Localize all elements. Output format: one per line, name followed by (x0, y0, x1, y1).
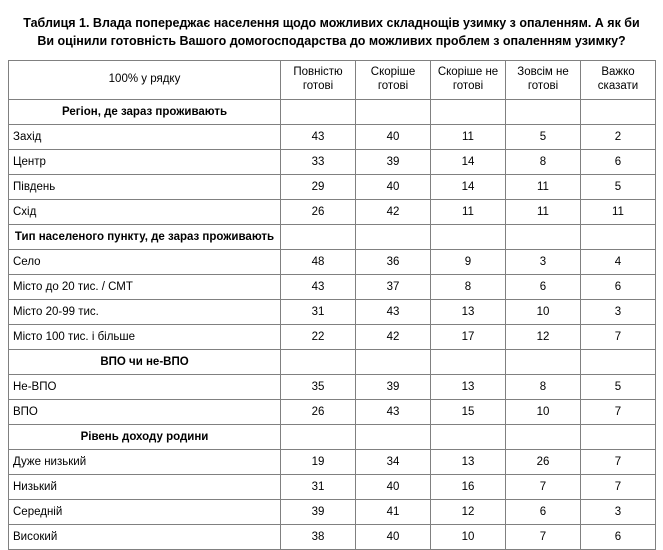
cell-value: 7 (581, 400, 656, 425)
section-spacer (506, 100, 581, 125)
cell-value: 19 (281, 450, 356, 475)
cell-value: 7 (581, 475, 656, 500)
cell-value: 43 (281, 275, 356, 300)
column-header-1: Скоріше готові (356, 61, 431, 100)
section-spacer (431, 225, 506, 250)
cell-value: 33 (281, 150, 356, 175)
row-label: Село (9, 250, 281, 275)
cell-value: 15 (431, 400, 506, 425)
cell-value: 5 (581, 375, 656, 400)
cell-value: 26 (281, 200, 356, 225)
cell-value: 39 (281, 500, 356, 525)
cell-value: 48 (281, 250, 356, 275)
cell-value: 40 (356, 475, 431, 500)
cell-value: 37 (356, 275, 431, 300)
section-label: ВПО чи не-ВПО (9, 350, 281, 375)
section-spacer (581, 350, 656, 375)
cell-value: 8 (506, 375, 581, 400)
cell-value: 22 (281, 325, 356, 350)
cell-value: 5 (581, 175, 656, 200)
cell-value: 11 (431, 125, 506, 150)
row-label: Південь (9, 175, 281, 200)
section-label: Регіон, де зараз проживають (9, 100, 281, 125)
cell-value: 4 (581, 250, 656, 275)
section-spacer (506, 350, 581, 375)
cell-value: 39 (356, 150, 431, 175)
table-row (9, 450, 656, 475)
column-header-2: Скоріше не готові (431, 61, 506, 100)
section-spacer (581, 100, 656, 125)
column-header-0: Повністю готові (281, 61, 356, 100)
cell-value: 8 (506, 150, 581, 175)
row-label: Низький (9, 475, 281, 500)
row-label: Схід (9, 200, 281, 225)
row-label: Місто до 20 тис. / СМТ (9, 275, 281, 300)
section-header-row (9, 350, 656, 375)
table-body (9, 100, 656, 550)
cell-value: 26 (506, 450, 581, 475)
cell-value: 11 (506, 200, 581, 225)
column-header-4: Важко сказати (581, 61, 656, 100)
section-header-row (9, 425, 656, 450)
cell-value: 13 (431, 300, 506, 325)
cell-value: 42 (356, 325, 431, 350)
cell-value: 9 (431, 250, 506, 275)
table-row (9, 275, 656, 300)
cell-value: 7 (581, 450, 656, 475)
table-row (9, 175, 656, 200)
section-spacer (356, 425, 431, 450)
cell-value: 31 (281, 300, 356, 325)
section-label: Рівень доходу родини (9, 425, 281, 450)
cell-value: 7 (506, 475, 581, 500)
cell-value: 41 (356, 500, 431, 525)
cell-value: 43 (281, 125, 356, 150)
cell-value: 34 (356, 450, 431, 475)
section-spacer (431, 425, 506, 450)
cell-value: 17 (431, 325, 506, 350)
row-label: Дуже низький (9, 450, 281, 475)
section-label: Тип населеного пункту, де зараз проживають (9, 225, 281, 250)
row-label: Місто 100 тис. і більше (9, 325, 281, 350)
cell-value: 10 (506, 400, 581, 425)
section-spacer (281, 225, 356, 250)
cell-value: 16 (431, 475, 506, 500)
page-title: Таблиця 1. Влада попереджає населення щодо можливих складнощів узимку з опаленням. А як би Ви оцінили готовність Вашого домогосподарства до можливих проблем з опаленням узимку? (23, 16, 640, 49)
cell-value: 26 (281, 400, 356, 425)
row-label: Місто 20-99 тис. (9, 300, 281, 325)
cell-value: 38 (281, 525, 356, 550)
cell-value: 6 (581, 275, 656, 300)
cell-value: 13 (431, 375, 506, 400)
cell-value: 43 (356, 300, 431, 325)
section-header-row (9, 225, 656, 250)
cell-value: 6 (581, 150, 656, 175)
table-row (9, 525, 656, 550)
cell-value: 39 (356, 375, 431, 400)
cell-value: 6 (581, 525, 656, 550)
row-label: Не-ВПО (9, 375, 281, 400)
cell-value: 8 (431, 275, 506, 300)
cell-value: 11 (581, 200, 656, 225)
cell-value: 42 (356, 200, 431, 225)
cell-value: 12 (431, 500, 506, 525)
section-spacer (356, 350, 431, 375)
section-spacer (581, 425, 656, 450)
section-header-row (9, 100, 656, 125)
table-row (9, 250, 656, 275)
table-row (9, 300, 656, 325)
section-spacer (281, 350, 356, 375)
row-label: ВПО (9, 400, 281, 425)
cell-value: 13 (431, 450, 506, 475)
table-row (9, 500, 656, 525)
cell-value: 14 (431, 150, 506, 175)
cell-value: 5 (506, 125, 581, 150)
cell-value: 6 (506, 275, 581, 300)
row-label: Середній (9, 500, 281, 525)
column-header-first: 100% у рядку (9, 61, 281, 100)
table-row (9, 125, 656, 150)
cell-value: 40 (356, 175, 431, 200)
section-spacer (281, 425, 356, 450)
cell-value: 7 (506, 525, 581, 550)
cell-value: 11 (506, 175, 581, 200)
section-spacer (431, 350, 506, 375)
table-row (9, 325, 656, 350)
cell-value: 3 (581, 500, 656, 525)
cell-value: 10 (431, 525, 506, 550)
cell-value: 14 (431, 175, 506, 200)
cell-value: 40 (356, 125, 431, 150)
table-header-row (9, 61, 656, 100)
table-row (9, 150, 656, 175)
table-row (9, 475, 656, 500)
data-table (8, 60, 656, 550)
cell-value: 12 (506, 325, 581, 350)
table-row (9, 375, 656, 400)
table-header (9, 61, 656, 100)
cell-value: 35 (281, 375, 356, 400)
cell-value: 40 (356, 525, 431, 550)
cell-value: 3 (581, 300, 656, 325)
cell-value: 3 (506, 250, 581, 275)
cell-value: 10 (506, 300, 581, 325)
cell-value: 6 (506, 500, 581, 525)
row-label: Високий (9, 525, 281, 550)
section-spacer (431, 100, 506, 125)
cell-value: 11 (431, 200, 506, 225)
cell-value: 36 (356, 250, 431, 275)
row-label: Центр (9, 150, 281, 175)
cell-value: 31 (281, 475, 356, 500)
table-row (9, 200, 656, 225)
table-row (9, 400, 656, 425)
section-spacer (356, 225, 431, 250)
section-spacer (281, 100, 356, 125)
section-spacer (506, 425, 581, 450)
row-label: Захід (9, 125, 281, 150)
cell-value: 2 (581, 125, 656, 150)
cell-value: 7 (581, 325, 656, 350)
section-spacer (506, 225, 581, 250)
section-spacer (356, 100, 431, 125)
column-header-3: Зовсім не готові (506, 61, 581, 100)
cell-value: 29 (281, 175, 356, 200)
section-spacer (581, 225, 656, 250)
cell-value: 43 (356, 400, 431, 425)
